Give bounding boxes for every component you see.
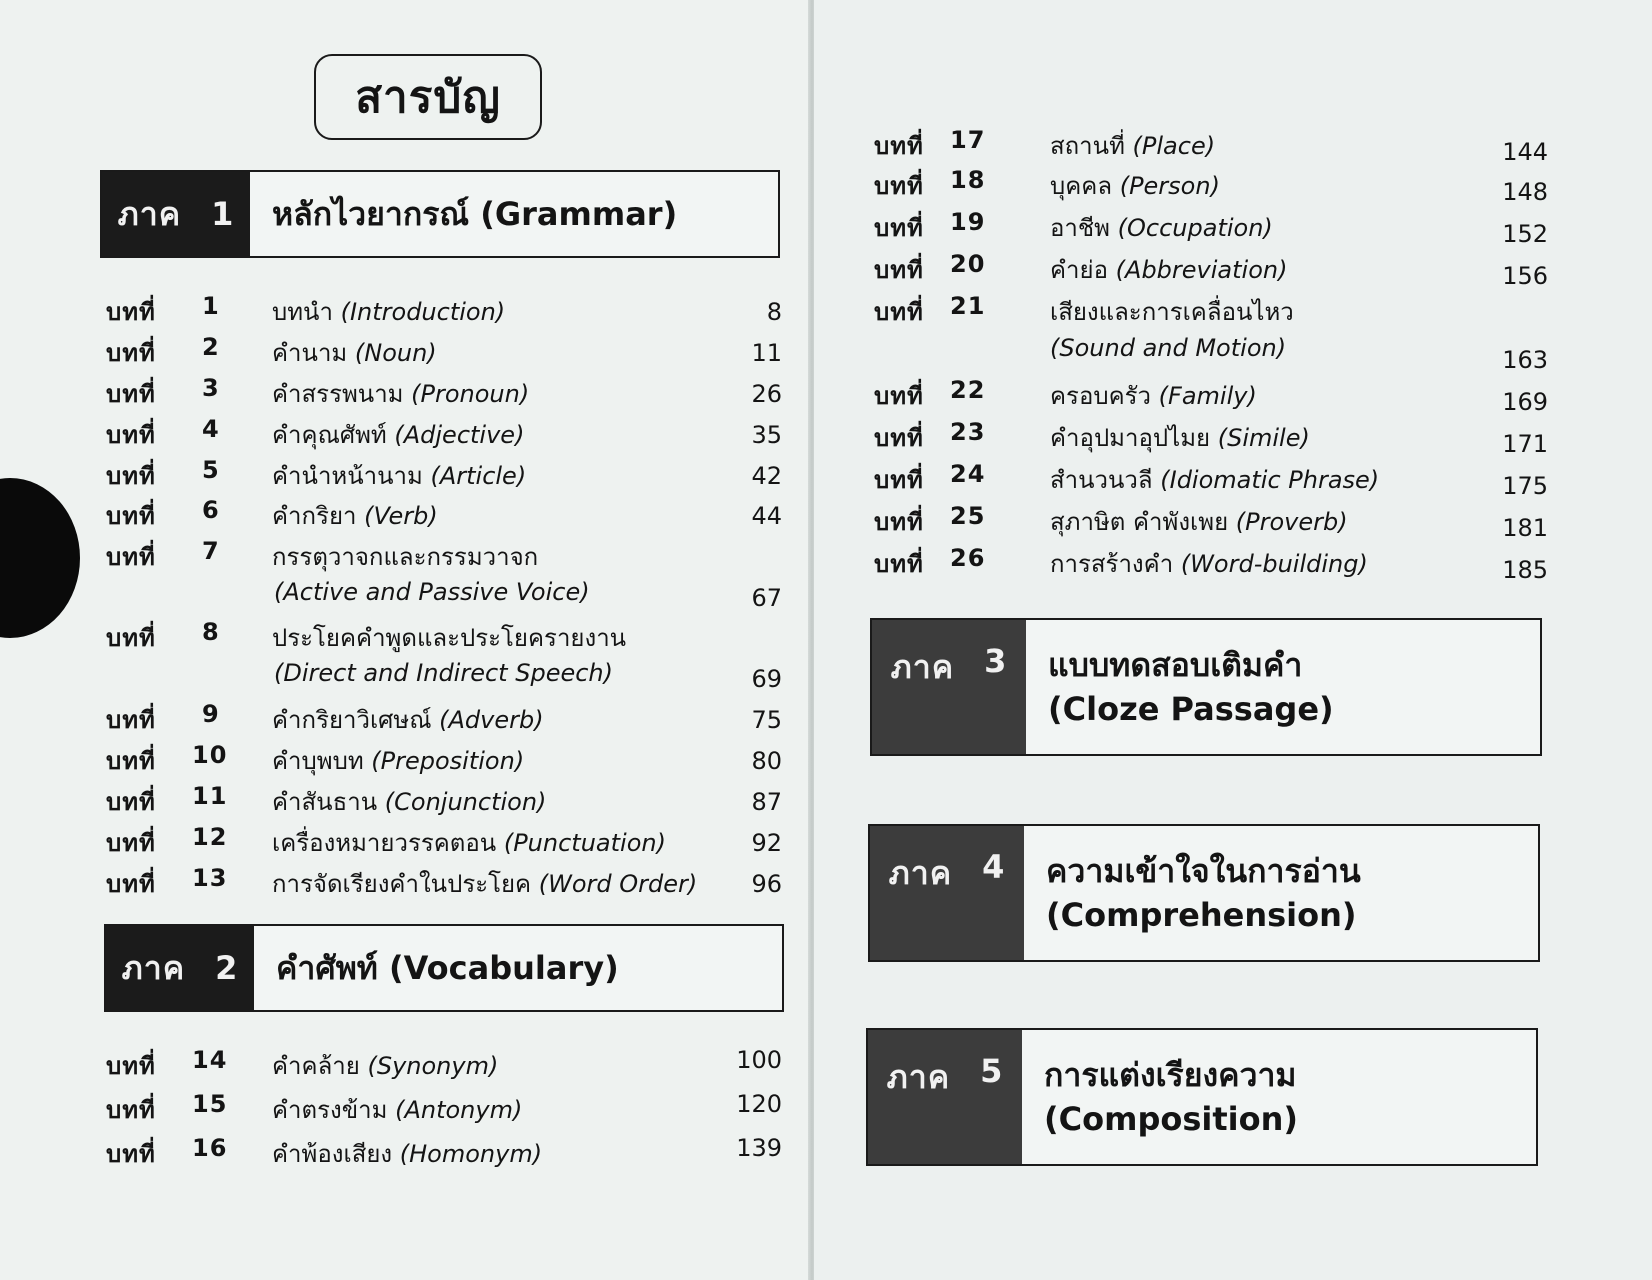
chapter-title-thai: คำสรรพนาม [272, 380, 404, 408]
chapter-title-english: (Antonym) [395, 1096, 523, 1124]
part-5-header [866, 1028, 1538, 1166]
toc-row[interactable] [106, 782, 782, 821]
part-1-title [250, 172, 778, 256]
toc-row[interactable] [106, 496, 782, 535]
chapter-title-thai: สุภาษิต คำพังเพย [1050, 508, 1229, 536]
chapter-title-english: (Place) [1132, 132, 1216, 160]
chapter-title-thai: กรรตุวาจกและกรรมวาจก [272, 543, 539, 571]
part-2-tab [106, 926, 254, 1010]
chapter-title [1050, 502, 1348, 541]
toc-row[interactable] [106, 1046, 782, 1085]
chapter-title [1050, 166, 1220, 205]
chapter-title-thai: ประโยคคำพูดและประโยครายงาน [272, 624, 627, 652]
toc-row[interactable] [874, 460, 1554, 499]
toc-row[interactable] [106, 618, 782, 657]
chapter-title-thai: อาชีพ [1050, 214, 1110, 242]
chapter-title-thai: คำพ้องเสียง [272, 1140, 393, 1168]
part-3-header [870, 618, 1542, 756]
chapter-label: บทที่ [106, 543, 156, 571]
part-label: ภาค [888, 854, 953, 892]
toc-row[interactable] [106, 700, 782, 739]
page-number: 75 [751, 706, 782, 734]
part-label: ภาค [886, 1058, 951, 1096]
chapter-number: 23 [950, 418, 986, 446]
toc-row[interactable] [874, 418, 1554, 457]
chapter-title-english: (Punctuation) [503, 829, 666, 857]
chapter-title-english: (Verb) [364, 502, 438, 530]
toc-row[interactable] [106, 1090, 782, 1129]
toc-row[interactable] [874, 208, 1554, 247]
chapter-title-thai: บทนำ [272, 298, 333, 326]
chapter-number: 21 [950, 292, 986, 320]
part-3-title [1026, 620, 1540, 754]
chapter-number: 2 [202, 333, 220, 361]
part-2-header [104, 924, 784, 1012]
chapter-label: บทที่ [874, 382, 924, 410]
chapter-title-thai: คำกริยา [272, 502, 357, 530]
toc-row[interactable] [106, 537, 782, 576]
page-number: 185 [1502, 556, 1548, 584]
page-number: 92 [751, 829, 782, 857]
page-number: 181 [1502, 514, 1548, 542]
page-number: 69 [751, 665, 782, 693]
chapter-label: บทที่ [106, 421, 156, 449]
chapter-label: บทที่ [106, 380, 156, 408]
chapter-label: บทที่ [106, 747, 156, 775]
part-1-header [100, 170, 780, 258]
page-number: 96 [751, 870, 782, 898]
chapter-title [272, 374, 529, 413]
chapter-title [272, 292, 505, 331]
toc-row[interactable] [874, 544, 1554, 583]
chapter-title-thai: คำนาม [272, 339, 348, 367]
chapter-number: 16 [192, 1134, 228, 1162]
left-page [0, 0, 812, 1280]
page-number: 156 [1502, 262, 1548, 290]
part-title-line: (Composition) [1044, 1100, 1298, 1138]
chapter-title-english: (Word-building) [1180, 550, 1368, 578]
part-5-tab [868, 1030, 1022, 1164]
chapter-title [272, 618, 626, 657]
chapter-number: 4 [202, 415, 220, 443]
page-number: 87 [751, 788, 782, 816]
toc-row[interactable] [106, 374, 782, 413]
chapter-label: บทที่ [874, 550, 924, 578]
chapter-number: 20 [950, 250, 986, 278]
chapter-title-english: (Simile) [1217, 424, 1310, 452]
part-title-line: แบบทดสอบเติมคำ [1048, 646, 1303, 684]
chapter-number: 10 [192, 741, 228, 769]
chapter-label: บทที่ [106, 788, 156, 816]
chapter-title-english: (Synonym) [367, 1052, 499, 1080]
chapter-label: บทที่ [106, 1140, 156, 1168]
chapter-label: บทที่ [874, 424, 924, 452]
chapter-title-thai: คำกริยาวิเศษณ์ [272, 706, 432, 734]
chapter-number: 18 [950, 166, 986, 194]
toc-row[interactable] [106, 823, 782, 862]
page-number: 175 [1502, 472, 1548, 500]
page-number: 35 [751, 421, 782, 449]
part-label: ภาค [117, 194, 182, 233]
toc-title: สารบัญ [314, 54, 542, 140]
toc-row[interactable] [874, 376, 1554, 415]
chapter-title-english: (Noun) [354, 339, 437, 367]
chapter-title-thai: บุคคล [1050, 172, 1113, 200]
chapter-title-thai: คำอุปมาอุปไมย [1050, 424, 1211, 452]
chapter-title-english: (Person) [1119, 172, 1220, 200]
toc-row[interactable] [106, 333, 782, 372]
chapter-title-thai: คำนำหน้านาม [272, 462, 423, 490]
page-number: 169 [1502, 388, 1548, 416]
page-number: 44 [751, 502, 782, 530]
part-4-title [1024, 826, 1538, 960]
chapter-label: บทที่ [106, 706, 156, 734]
chapter-title [272, 823, 666, 862]
chapter-title [272, 415, 524, 454]
chapter-title-english: (Homonym) [399, 1140, 543, 1168]
chapter-number: 8 [202, 618, 220, 646]
chapter-title-english: (Conjunction) [384, 788, 547, 816]
page-number: 139 [736, 1134, 782, 1162]
chapter-title-english: (Occupation) [1117, 214, 1273, 242]
part-title-line: การแต่งเรียงความ [1044, 1056, 1297, 1094]
chapter-title-english: (Word Order) [538, 870, 698, 898]
chapter-number: 14 [192, 1046, 228, 1074]
part-5-title [1022, 1030, 1536, 1164]
chapter-title-english: (Family) [1158, 382, 1257, 410]
right-page [814, 0, 1652, 1280]
chapter-title-thai: ครอบครัว [1050, 382, 1152, 410]
chapter-title-thai: คำคุณศัพท์ [272, 421, 387, 449]
chapter-title [272, 1090, 522, 1129]
chapter-title [272, 700, 544, 739]
chapter-title-thai: คำสันธาน [272, 788, 378, 816]
chapter-title [1050, 418, 1310, 457]
chapter-title-english: (Preposition) [371, 747, 525, 775]
chapter-title [272, 496, 438, 535]
part-title-line: คำศัพท์ (Vocabulary) [276, 949, 619, 987]
chapter-number: 3 [202, 374, 220, 402]
chapter-label: บทที่ [874, 214, 924, 242]
chapter-title-thai: สถานที่ [1050, 132, 1125, 160]
chapter-label: บทที่ [874, 466, 924, 494]
chapter-number: 11 [192, 782, 228, 810]
chapter-title [1050, 544, 1368, 583]
chapter-number: 24 [950, 460, 986, 488]
chapter-number: 6 [202, 496, 220, 524]
chapter-number: 17 [950, 126, 986, 154]
part-title-line: หลักไวยากรณ์ (Grammar) [272, 195, 678, 233]
chapter-title [272, 456, 526, 495]
toc-row[interactable] [874, 250, 1554, 289]
chapter-title-thai: สำนวนวลี [1050, 466, 1153, 494]
chapter-number: 1 [202, 292, 220, 320]
chapter-title [1050, 460, 1379, 499]
chapter-label: บทที่ [106, 870, 156, 898]
chapter-number: 5 [202, 456, 220, 484]
chapter-title-english: (Adverb) [439, 706, 544, 734]
chapter-label: บทที่ [106, 502, 156, 530]
toc-row[interactable] [874, 502, 1554, 541]
chapter-title-english: (Direct and Indirect Speech) [274, 659, 613, 687]
chapter-number: 19 [950, 208, 986, 236]
page-number: 171 [1502, 430, 1548, 458]
part-2-title [254, 926, 782, 1010]
toc-row[interactable] [106, 292, 782, 331]
chapter-title-thai: เสียงและการเคลื่อนไหว [1050, 298, 1294, 326]
toc-row[interactable] [106, 456, 782, 495]
chapter-title-thai: เครื่องหมายวรรคตอน [272, 829, 497, 857]
page-number: 120 [736, 1090, 782, 1118]
part-number: 4 [982, 848, 1006, 886]
chapter-number: 26 [950, 544, 986, 572]
part-title-line: ความเข้าใจในการอ่าน [1046, 852, 1361, 890]
chapter-title [272, 537, 538, 576]
chapter-title-english: (Sound and Motion) [1050, 334, 1287, 362]
chapter-label: บทที่ [106, 1052, 156, 1080]
chapter-title-english: (Idiomatic Phrase) [1160, 466, 1380, 494]
part-4-tab [870, 826, 1024, 960]
chapter-label: บทที่ [106, 1096, 156, 1124]
chapter-title-english: (Active and Passive Voice) [274, 578, 590, 606]
chapter-title [272, 864, 697, 903]
toc-row[interactable] [106, 741, 782, 780]
toc-row[interactable] [874, 166, 1554, 205]
chapter-title-english: (Introduction) [340, 298, 506, 326]
part-title-line: (Comprehension) [1046, 896, 1357, 934]
chapter-label: บทที่ [106, 624, 156, 652]
page-number: 11 [751, 339, 782, 367]
part-number: 1 [211, 195, 235, 233]
chapter-title [272, 1134, 542, 1173]
part-number: 2 [215, 949, 239, 987]
chapter-title-english: (Abbreviation) [1115, 256, 1288, 284]
chapter-title [1050, 208, 1273, 247]
chapter-title [272, 333, 437, 372]
chapter-label: บทที่ [106, 298, 156, 326]
chapter-title-thai: คำคล้าย [272, 1052, 360, 1080]
page-number: 144 [1502, 138, 1548, 166]
chapter-title-english: (Pronoun) [411, 380, 530, 408]
chapter-number: 12 [192, 823, 228, 851]
chapter-label: บทที่ [874, 508, 924, 536]
part-number: 5 [980, 1052, 1004, 1090]
page-number: 67 [751, 584, 782, 612]
page-number: 152 [1502, 220, 1548, 248]
chapter-number: 22 [950, 376, 986, 404]
page-number: 100 [736, 1046, 782, 1074]
chapter-label: บทที่ [106, 339, 156, 367]
part-label: ภาค [890, 648, 955, 686]
page-number: 26 [751, 380, 782, 408]
chapter-title-thai: การจัดเรียงคำในประโยค [272, 870, 532, 898]
chapter-title-thai: คำย่อ [1050, 256, 1109, 284]
part-label: ภาค [121, 948, 186, 987]
page-number: 80 [751, 747, 782, 775]
page-number: 42 [751, 462, 782, 490]
part-4-header [868, 824, 1540, 962]
chapter-title [1050, 292, 1294, 331]
page-number: 163 [1502, 346, 1548, 374]
part-title-line: (Cloze Passage) [1048, 690, 1334, 728]
chapter-number: 7 [202, 537, 220, 565]
part-3-tab [872, 620, 1026, 754]
chapter-title-thai: การสร้างคำ [1050, 550, 1174, 578]
chapter-title-english: (Article) [430, 462, 527, 490]
chapter-title-thai: คำบุพบท [272, 747, 364, 775]
chapter-title [272, 782, 546, 821]
chapter-label: บทที่ [106, 829, 156, 857]
chapter-title [272, 741, 524, 780]
chapter-title [1050, 250, 1287, 289]
part-number: 3 [984, 642, 1008, 680]
chapter-number: 9 [202, 700, 220, 728]
toc-row[interactable] [874, 126, 1554, 165]
chapter-title [1050, 376, 1257, 415]
chapter-title-english: (Adjective) [394, 421, 525, 449]
chapter-label: บทที่ [874, 298, 924, 326]
chapter-number: 15 [192, 1090, 228, 1118]
part-1-tab [102, 172, 250, 256]
chapter-title-english: (Proverb) [1235, 508, 1348, 536]
toc-row[interactable] [106, 1134, 782, 1173]
chapter-title-thai: คำตรงข้าม [272, 1096, 388, 1124]
chapter-label: บทที่ [874, 172, 924, 200]
toc-row[interactable] [106, 864, 782, 903]
chapter-label: บทที่ [106, 462, 156, 490]
punched-hole [0, 478, 80, 638]
page-number: 148 [1502, 178, 1548, 206]
chapter-number: 25 [950, 502, 986, 530]
chapter-title [1050, 126, 1215, 165]
chapter-title [272, 1046, 498, 1085]
chapter-label: บทที่ [874, 132, 924, 160]
chapter-number: 13 [192, 864, 228, 892]
chapter-label: บทที่ [874, 256, 924, 284]
toc-row[interactable] [106, 415, 782, 454]
toc-row[interactable] [874, 292, 1554, 331]
page-number: 8 [766, 298, 782, 326]
